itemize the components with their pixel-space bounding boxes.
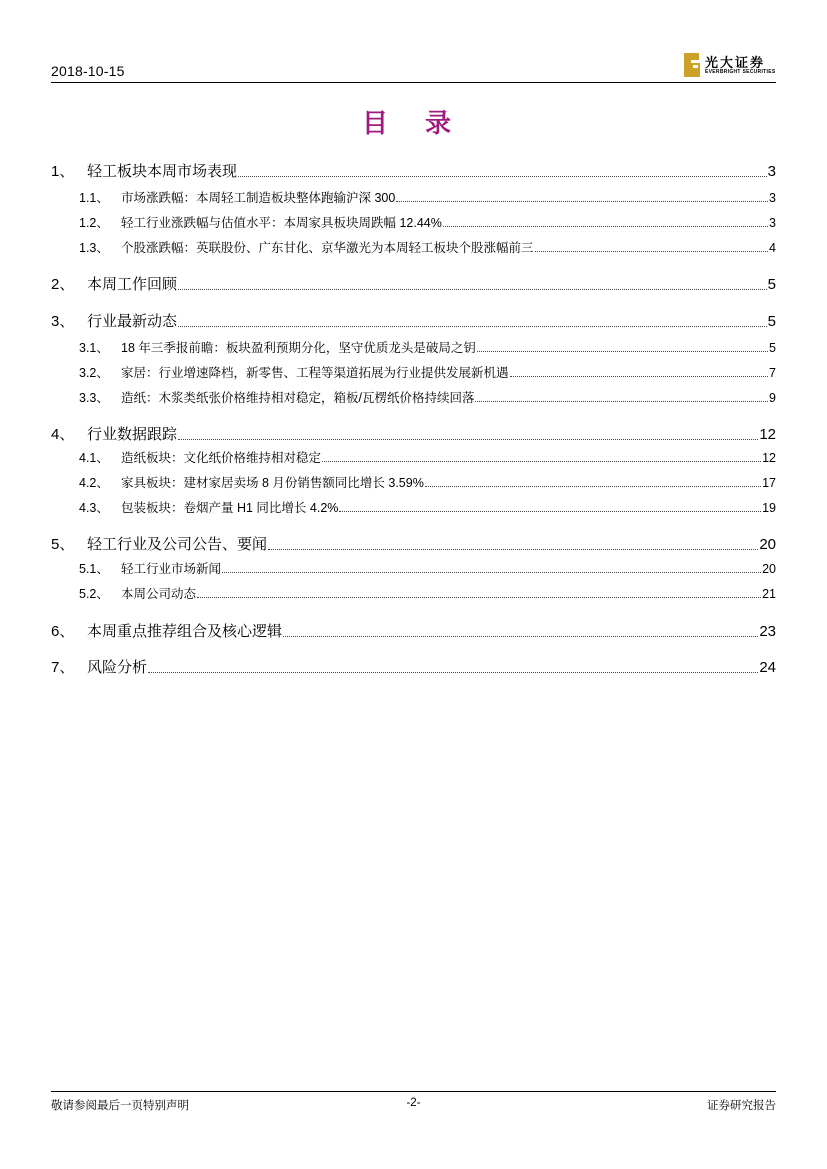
toc-entry-page: 3 — [769, 216, 776, 230]
header-divider — [51, 82, 776, 83]
toc-entry-title: 轻工板块本周市场表现 — [87, 163, 238, 180]
page-number: -2- — [406, 1097, 421, 1109]
toc-entry[interactable] — [51, 533, 776, 554]
toc-dot-leader — [178, 326, 767, 327]
toc-entry-number: 4.1、 — [79, 451, 109, 465]
toc-entry-page: 12 — [762, 451, 776, 465]
footer-report-type: 证券研究报告 — [707, 1098, 776, 1112]
toc-entry-title: 本周公司动态 — [121, 587, 197, 601]
toc-dot-leader — [510, 376, 769, 377]
toc-entry[interactable] — [51, 388, 776, 406]
toc-entry[interactable] — [51, 238, 776, 256]
toc-entry-number: 1.2、 — [79, 216, 109, 230]
toc-entry-page: 9 — [769, 391, 776, 405]
toc-entry-number: 7、 — [51, 659, 75, 676]
toc-entry-number: 5.1、 — [79, 562, 109, 576]
logo-english-name: EVERBRIGHT SECURITIES — [705, 69, 776, 75]
toc-entry[interactable] — [51, 498, 776, 516]
toc-entry-title: 包装板块：卷烟产量 H1 同比增长 4.2% — [121, 501, 339, 515]
toc-entry-page: 20 — [762, 562, 776, 576]
toc-entry[interactable] — [51, 310, 776, 331]
toc-entry-number: 3.1、 — [79, 341, 109, 355]
toc-title: 目 录 — [361, 109, 466, 139]
toc-dot-leader — [339, 511, 761, 512]
toc-entry-page: 24 — [759, 659, 776, 676]
toc-entry-title: 个股涨跌幅：英联股份、广东甘化、京华激光为本周轻工板块个股涨幅前三 — [121, 241, 534, 255]
toc-entry-number: 1.1、 — [79, 191, 109, 205]
toc-entry-number: 3.3、 — [79, 391, 109, 405]
toc-dot-leader — [197, 597, 761, 598]
toc-dot-leader — [268, 549, 758, 550]
toc-entry-title: 行业最新动态 — [87, 313, 178, 330]
toc-entry[interactable] — [51, 584, 776, 602]
logo-chinese-name: 光大证券 — [705, 56, 766, 71]
footer-divider — [51, 1091, 776, 1092]
toc-entry[interactable] — [51, 363, 776, 381]
toc-entry[interactable] — [51, 423, 776, 444]
toc-entry-page: 12 — [759, 426, 776, 443]
toc-entry-number: 4.3、 — [79, 501, 109, 515]
toc-entry-title: 18 年三季报前瞻：板块盈利预期分化，坚守优质龙头是破局之钥 — [121, 341, 476, 355]
toc-entry-page: 3 — [767, 163, 776, 180]
toc-dot-leader — [396, 201, 768, 202]
toc-entry-page: 19 — [762, 501, 776, 515]
toc-entry-number: 4、 — [51, 426, 75, 443]
toc-entry-number: 2、 — [51, 276, 75, 293]
toc-entry-title: 本周重点推荐组合及核心逻辑 — [87, 623, 283, 640]
toc-entry-title: 造纸板块：文化纸价格维持相对稳定 — [121, 451, 322, 465]
toc-dot-leader — [148, 672, 758, 673]
toc-entry-title: 家具板块：建材家居卖场 8 月份销售额同比增长 3.59% — [121, 476, 424, 490]
toc-entry-page: 3 — [769, 191, 776, 205]
toc-dot-leader — [178, 439, 758, 440]
toc-entry[interactable] — [51, 448, 776, 466]
toc-entry-title: 风险分析 — [87, 659, 148, 676]
toc-entry[interactable] — [51, 273, 776, 294]
toc-entry-page: 5 — [767, 313, 776, 330]
toc-entry-title: 家居：行业增速降档，新零售、工程等渠道拓展为行业提供发展新机遇 — [121, 366, 509, 380]
everbright-logo-icon — [684, 53, 700, 77]
toc-entry[interactable] — [51, 559, 776, 577]
toc-entry-page: 7 — [769, 366, 776, 380]
toc-entry-number: 1、 — [51, 163, 75, 180]
toc-entry-title: 轻工行业市场新闻 — [121, 562, 222, 576]
toc-dot-leader — [322, 461, 761, 462]
toc-entry-title: 造纸：木浆类纸张价格维持相对稳定，箱板/瓦楞纸价格持续回落 — [121, 391, 475, 405]
toc-entry-page: 5 — [769, 341, 776, 355]
toc-entry[interactable] — [51, 188, 776, 206]
toc-entry-title: 本周工作回顾 — [87, 276, 178, 293]
toc-entry[interactable] — [51, 160, 776, 181]
toc-entry[interactable] — [51, 213, 776, 231]
toc-dot-leader — [283, 636, 758, 637]
toc-entry[interactable] — [51, 656, 776, 677]
toc-entry-title: 市场涨跌幅：本周轻工制造板块整体跑输沪深 300 — [121, 191, 396, 205]
toc-entry-page: 17 — [762, 476, 776, 490]
footer-disclaimer: 敬请参阅最后一页特别声明 — [51, 1098, 189, 1112]
toc-entry-number: 3.2、 — [79, 366, 109, 380]
header-date: 2018-10-15 — [51, 63, 125, 79]
toc-entry-page: 5 — [767, 276, 776, 293]
toc-dot-leader — [477, 351, 768, 352]
toc-dot-leader — [238, 176, 767, 177]
toc-entry-number: 5.2、 — [79, 587, 109, 601]
company-logo — [684, 52, 778, 78]
toc-entry-number: 1.3、 — [79, 241, 109, 255]
toc-entry-number: 3、 — [51, 313, 75, 330]
toc-dot-leader — [535, 251, 769, 252]
toc-dot-leader — [425, 486, 761, 487]
toc-entry[interactable] — [51, 620, 776, 641]
toc-entry-title: 轻工行业及公司公告、要闻 — [87, 536, 268, 553]
toc-dot-leader — [178, 289, 767, 290]
toc-entry-number: 6、 — [51, 623, 75, 640]
toc-entry-title: 轻工行业涨跌幅与估值水平：本周家具板块周跌幅 12.44% — [121, 216, 442, 230]
toc-entry-title: 行业数据跟踪 — [87, 426, 178, 443]
toc-dot-leader — [222, 572, 761, 573]
toc-entry-page: 20 — [759, 536, 776, 553]
toc-entry-page: 4 — [769, 241, 776, 255]
toc-entry-number: 4.2、 — [79, 476, 109, 490]
toc-entry-page: 21 — [762, 587, 776, 601]
toc-dot-leader — [475, 401, 768, 402]
toc-entry[interactable] — [51, 473, 776, 491]
toc-entry-page: 23 — [759, 623, 776, 640]
toc-dot-leader — [443, 226, 768, 227]
toc-entry-number: 5、 — [51, 536, 75, 553]
toc-entry[interactable] — [51, 338, 776, 356]
